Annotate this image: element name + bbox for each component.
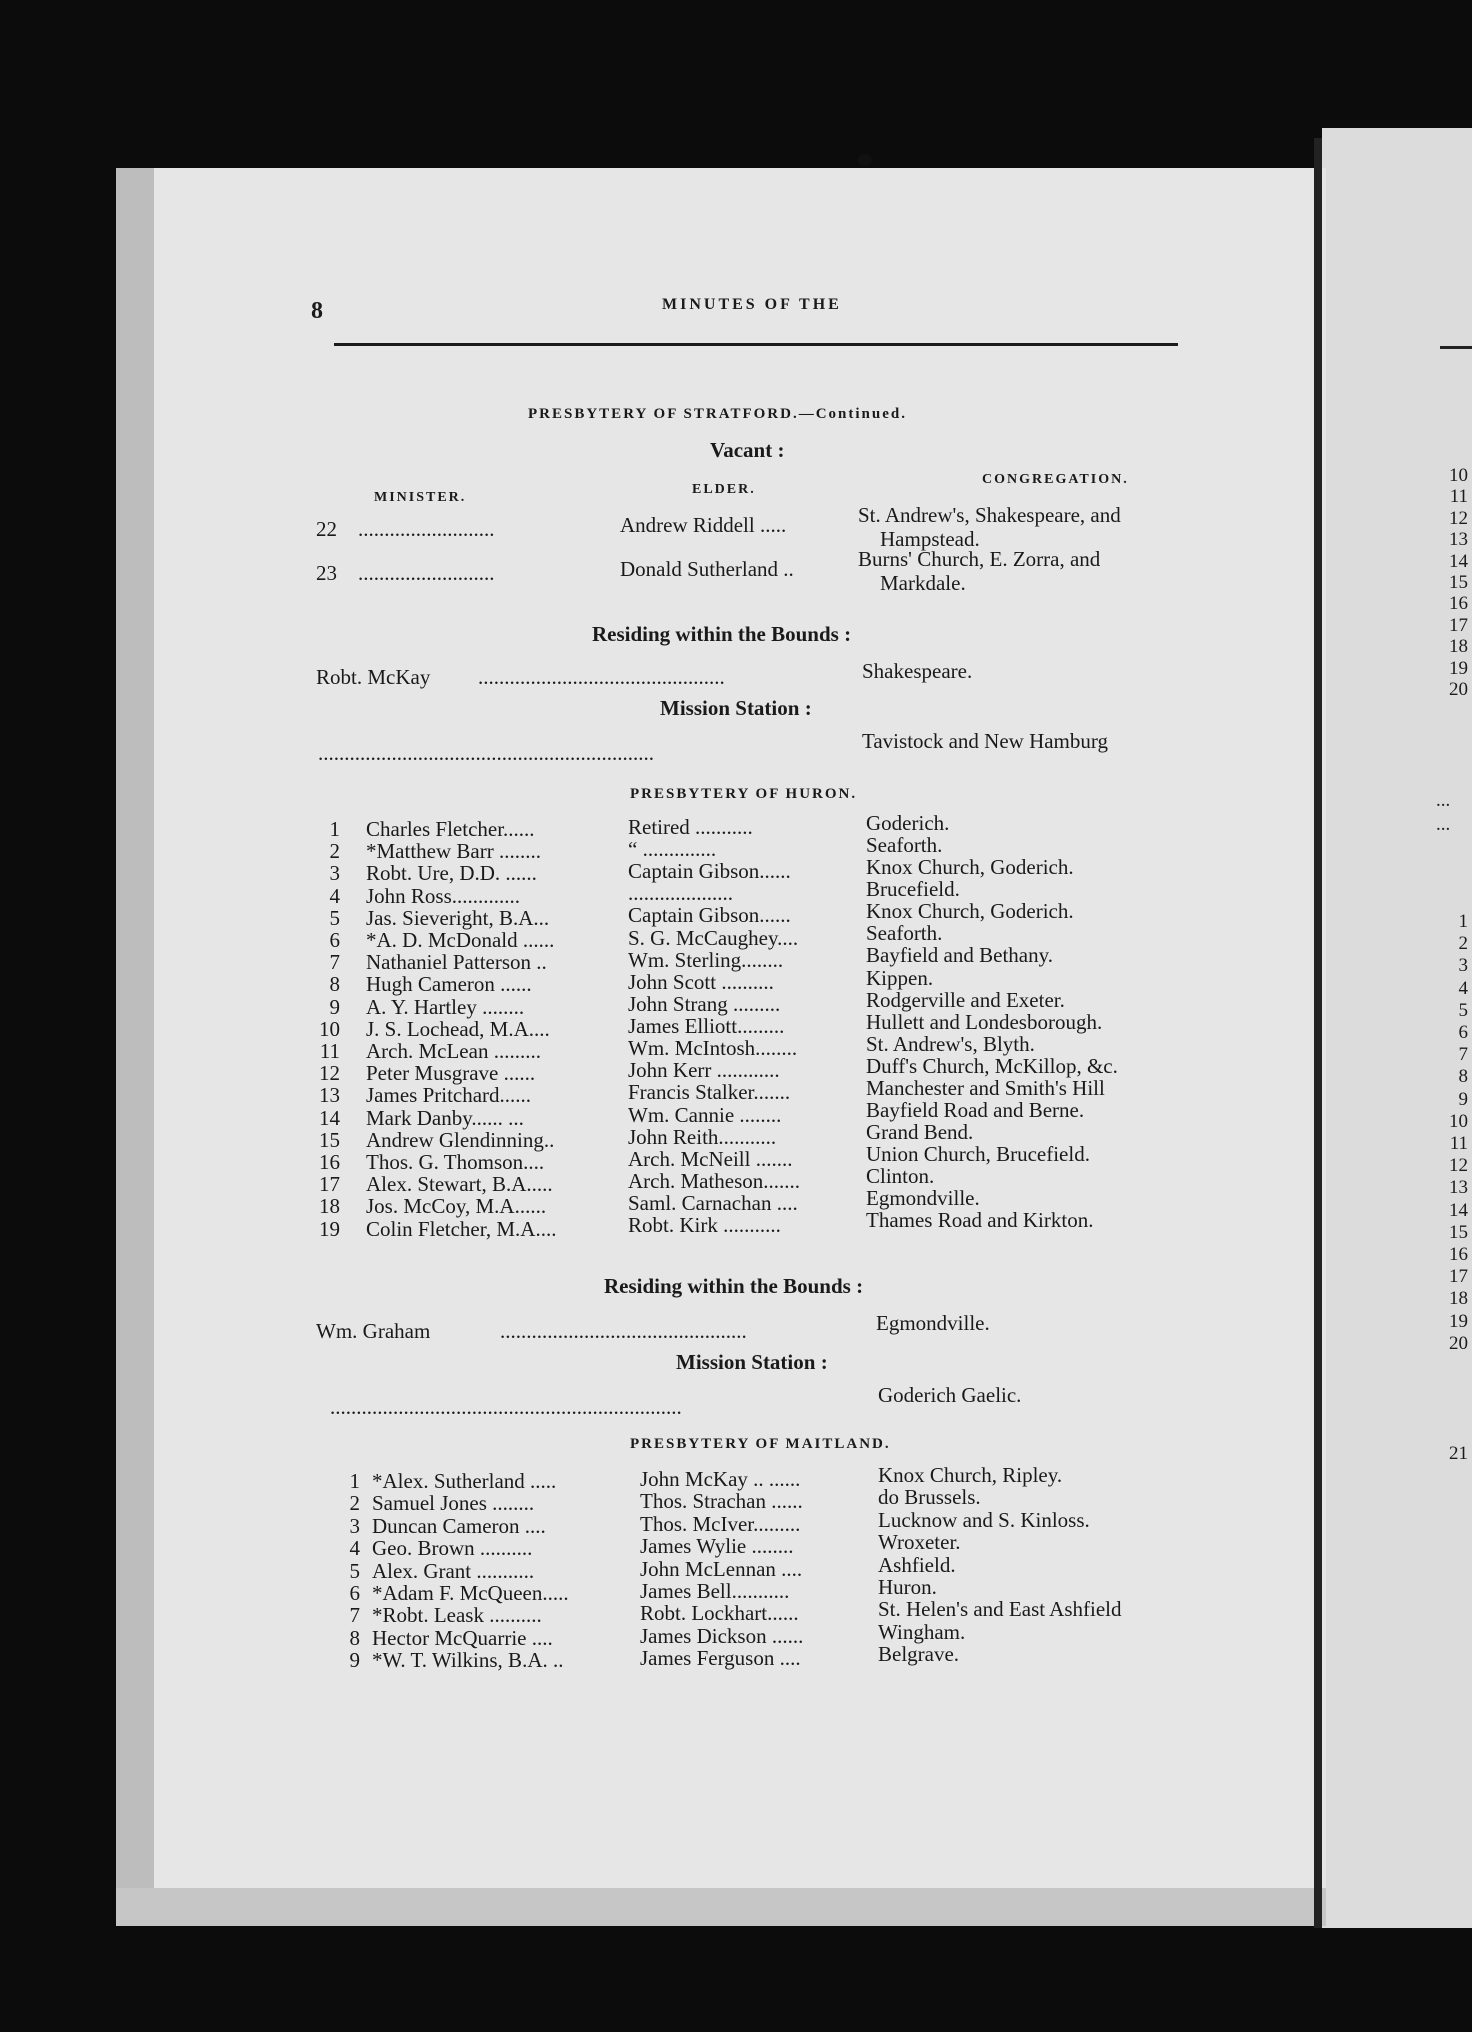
facing-line-number: 1 <box>1458 911 1468 932</box>
entry-number: 5 <box>329 905 340 930</box>
minister-name: *Alex. Sutherland ..... <box>372 1469 557 1493</box>
col-minister: MINISTER. <box>374 490 467 505</box>
congregation: do Brussels. <box>878 1485 981 1510</box>
elder-name: James Ferguson .... <box>640 1646 801 1671</box>
page-number: 8 <box>311 298 323 324</box>
entry-number: 17 <box>319 1172 340 1197</box>
entry-number: 16 <box>319 1150 340 1174</box>
elder-name: Robt. Lockhart...... <box>640 1601 799 1626</box>
huron-residing-place: Egmondville. <box>876 1311 990 1335</box>
elder-name: Robt. Kirk ........... <box>628 1213 781 1238</box>
facing-line-number: 2 <box>1458 933 1468 955</box>
congregation: Ashfield. <box>878 1552 956 1577</box>
minister-name: Arch. McLean ......... <box>366 1039 541 1063</box>
congregation: Goderich. <box>866 811 950 835</box>
col-congregation: CONGREGATION. <box>982 472 1129 487</box>
facing-line-number: 10 <box>1449 1110 1468 1132</box>
entry-number: 18 <box>319 1194 340 1219</box>
facing-leader-dots: ... <box>1436 814 1451 835</box>
congregation: Bayfield and Bethany. <box>866 943 1054 968</box>
minister-placeholder: .......................... <box>358 561 495 585</box>
entry-number: 8 <box>329 972 340 997</box>
facing-line-number: 18 <box>1449 636 1468 658</box>
entry-number: 13 <box>319 1083 340 1108</box>
stratford-residing-label: Residing within the Bounds : <box>592 622 852 646</box>
congregation: Seaforth. <box>866 921 943 946</box>
stratford-heading: PRESBYTERY OF STRATFORD.—Continued. <box>528 406 907 422</box>
congregation: Thames Road and Kirkton. <box>866 1208 1094 1233</box>
facing-line-number: 18 <box>1449 1288 1468 1310</box>
elder-name: James Elliott......... <box>628 1014 785 1039</box>
entry-number: 22 <box>316 517 337 541</box>
facing-line-number: 12 <box>1449 1155 1468 1177</box>
minister-name: J. S. Lochead, M.A.... <box>366 1016 550 1041</box>
facing-line-number: 13 <box>1449 529 1468 551</box>
entry-number: 11 <box>319 1039 340 1063</box>
huron-residing-dots: ............................................... <box>500 1319 747 1343</box>
facing-line-number: 19 <box>1449 657 1468 679</box>
huron-mission-dots: ................................................................... <box>330 1395 682 1419</box>
congregation: Lucknow and S. Kinloss. <box>878 1507 1090 1532</box>
vacant-label: Vacant : <box>710 438 785 462</box>
residing-name: Robt. McKay <box>316 665 431 689</box>
minister-name: Alex. Stewart, B.A..... <box>366 1172 553 1197</box>
entry-number: 7 <box>329 950 340 975</box>
minister-name: Jos. McCoy, M.A...... <box>366 1194 547 1219</box>
facing-line-number: 16 <box>1449 593 1468 615</box>
entry-number: 1 <box>349 1469 360 1493</box>
congregation: Grand Bend. <box>866 1120 974 1145</box>
minister-name: Samuel Jones ........ <box>372 1491 535 1516</box>
minister-placeholder: .......................... <box>358 517 495 541</box>
elder-name: John Kerr ............ <box>628 1058 780 1083</box>
elder-name: Captain Gibson...... <box>628 859 791 884</box>
facing-line-number: 3 <box>1458 955 1468 977</box>
minister-name: Andrew Glendinning.. <box>366 1127 555 1152</box>
huron-heading: PRESBYTERY OF HURON. <box>630 786 858 802</box>
entry-number: 4 <box>349 1536 360 1561</box>
elder-name: Saml. Carnachan .... <box>628 1191 798 1216</box>
entry-number: 4 <box>329 883 340 908</box>
facing-line-number: 11 <box>1449 1133 1468 1154</box>
minister-name: Peter Musgrave ...... <box>366 1061 536 1086</box>
entry-number: 9 <box>329 994 340 1019</box>
minister-name: Jas. Sieveright, B.A... <box>366 905 550 930</box>
entry-number: 23 <box>316 561 337 585</box>
binding-hole <box>858 154 872 166</box>
elder-name: John McLennan .... <box>640 1556 803 1581</box>
facing-line-number: 4 <box>1458 977 1468 999</box>
congregation: Huron. <box>878 1575 937 1599</box>
elder-name: Captain Gibson...... <box>628 903 791 928</box>
congregation: Egmondville. <box>866 1186 980 1211</box>
facing-page-rule <box>1440 346 1472 349</box>
huron-residing-name: Wm. Graham <box>316 1319 431 1343</box>
minister-name: *A. D. McDonald ...... <box>366 928 555 952</box>
entry-number: 14 <box>319 1105 340 1130</box>
facing-line-number: 8 <box>1458 1066 1468 1088</box>
minister-name: Thos. G. Thomson.... <box>366 1150 545 1174</box>
mission-dots: ................................................................ <box>318 741 654 765</box>
elder-name: Francis Stalker....... <box>628 1080 791 1105</box>
elder-name: Retired ........... <box>628 815 753 839</box>
elder-name: John McKay .. ...... <box>640 1467 801 1491</box>
minister-name: Alex. Grant ........... <box>372 1558 535 1583</box>
entry-number: 15 <box>319 1127 340 1152</box>
facing-line-number: 14 <box>1449 1199 1468 1221</box>
facing-leader-dots: ... <box>1436 790 1451 811</box>
minister-name: Hector McQuarrie .... <box>372 1625 553 1650</box>
congregation: Rodgerville and Exeter. <box>866 987 1065 1012</box>
congregation: Knox Church, Ripley. <box>878 1463 1063 1487</box>
elder-name: Arch. McNeill ....... <box>628 1146 793 1171</box>
congregation: Seaforth. <box>866 833 943 858</box>
facing-line-number: 17 <box>1449 614 1468 636</box>
huron-residing-label: Residing within the Bounds : <box>604 1274 864 1298</box>
minister-name: Colin Fletcher, M.A.... <box>366 1216 557 1241</box>
congregation: Belgrave. <box>878 1642 960 1667</box>
minister-name: Robt. Ure, D.D. ...... <box>366 861 537 886</box>
minister-name: Nathaniel Patterson .. <box>366 950 547 975</box>
entry-number: 2 <box>349 1491 360 1516</box>
congregation: Clinton. <box>866 1164 935 1189</box>
elder-name: Wm. Cannie ........ <box>628 1102 782 1127</box>
running-head: MINUTES OF THE <box>662 296 842 313</box>
elder-name: James Bell........... <box>640 1579 790 1603</box>
facing-line-number: 19 <box>1449 1310 1468 1332</box>
congregation: Union Church, Brucefield. <box>866 1142 1090 1167</box>
elder-name: Thos. McIver......... <box>640 1511 801 1536</box>
mission-place: Tavistock and New Hamburg <box>862 729 1109 753</box>
facing-line-number: 11 <box>1449 486 1468 508</box>
entry-number: 10 <box>319 1016 340 1041</box>
elder-name: Wm. Sterling........ <box>628 947 784 972</box>
congregation: Knox Church, Goderich. <box>866 855 1074 880</box>
entry-number: 6 <box>329 928 340 952</box>
maitland-heading: PRESBYTERY OF MAITLAND. <box>630 1436 891 1452</box>
facing-line-number: 21 <box>1449 1443 1468 1464</box>
congregation: Hullett and Londesborough. <box>866 1009 1103 1034</box>
residing-place: Shakespeare. <box>862 659 973 683</box>
entry-number: 3 <box>329 861 340 886</box>
congregation: Duff's Church, McKillop, &c. <box>866 1053 1118 1078</box>
entry-number: 9 <box>349 1648 360 1673</box>
header-rule <box>334 343 1178 346</box>
elder-name: Arch. Matheson....... <box>628 1168 801 1193</box>
entry-number: 3 <box>349 1513 360 1538</box>
entry-number: 1 <box>329 817 340 841</box>
congregation-cont: Markdale. <box>880 571 966 595</box>
facing-line-number: 13 <box>1449 1177 1468 1199</box>
congregation: St. Helen's and East Ashfield <box>878 1597 1122 1622</box>
elder-name: John Reith........... <box>628 1124 777 1149</box>
minister-name: John Ross............. <box>366 883 521 908</box>
stratford-mission-label: Mission Station : <box>660 696 812 720</box>
huron-mission-place: Goderich Gaelic. <box>878 1383 1022 1407</box>
residing-dots: ............................................... <box>478 665 725 689</box>
facing-line-number: 14 <box>1449 550 1468 572</box>
page-bottom-edge <box>116 1888 1326 1926</box>
minister-name: Geo. Brown .......... <box>372 1536 533 1561</box>
minister-name: Hugh Cameron ...... <box>366 972 532 997</box>
facing-line-number: 15 <box>1449 1221 1468 1243</box>
facing-line-number: 10 <box>1449 465 1468 486</box>
congregation: Manchester and Smith's Hill <box>866 1075 1105 1100</box>
col-elder: ELDER. <box>692 482 756 497</box>
elder-name: Thos. Strachan ...... <box>640 1489 803 1514</box>
facing-line-number: 16 <box>1449 1244 1468 1265</box>
minister-name: Duncan Cameron .... <box>372 1513 546 1538</box>
elder-name: James Wylie ........ <box>640 1534 794 1559</box>
congregation: St. Andrew's, Blyth. <box>866 1031 1035 1056</box>
congregation-cont: Hampstead. <box>880 527 980 551</box>
book-gutter <box>1314 138 1322 1928</box>
facing-line-number: 7 <box>1458 1044 1468 1066</box>
minister-name: Mark Danby...... ... <box>366 1105 524 1130</box>
minister-name: James Pritchard...... <box>366 1083 532 1108</box>
elder-name: Andrew Riddell ..... <box>620 513 787 537</box>
facing-line-number: 5 <box>1458 999 1468 1021</box>
minister-name: *Matthew Barr ........ <box>366 839 541 864</box>
minister-name: *Robt. Leask .......... <box>372 1603 542 1628</box>
elder-name: “ .............. <box>628 837 717 862</box>
minister-name: A. Y. Hartley ........ <box>366 994 525 1019</box>
minister-name: Charles Fletcher...... <box>366 817 535 841</box>
congregation: Bayfield Road and Berne. <box>866 1098 1085 1123</box>
entry-number: 6 <box>349 1581 360 1605</box>
entry-number: 8 <box>349 1625 360 1650</box>
congregation: St. Andrew's, Shakespeare, and <box>858 503 1121 527</box>
elder-name: Donald Sutherland .. <box>620 557 794 581</box>
entry-number: 19 <box>319 1216 340 1241</box>
congregation: Wroxeter. <box>878 1530 961 1555</box>
facing-line-number: 6 <box>1458 1022 1468 1043</box>
elder-name: John Scott .......... <box>628 969 774 994</box>
facing-line-number: 12 <box>1449 507 1468 529</box>
elder-name: .................... <box>628 881 733 906</box>
minister-name: *W. T. Wilkins, B.A. .. <box>372 1648 564 1673</box>
congregation: Kippen. <box>866 965 934 990</box>
elder-name: James Dickson ...... <box>640 1623 804 1648</box>
entry-number: 12 <box>319 1061 340 1086</box>
facing-line-number: 20 <box>1449 679 1468 700</box>
entry-number: 5 <box>349 1558 360 1583</box>
congregation: Knox Church, Goderich. <box>866 899 1074 924</box>
elder-name: Wm. McIntosh........ <box>628 1036 798 1061</box>
facing-line-number: 9 <box>1458 1088 1468 1110</box>
page-edge-shadow <box>116 168 154 1926</box>
congregation: Brucefield. <box>866 877 960 902</box>
huron-mission-label: Mission Station : <box>676 1350 828 1374</box>
entry-number: 2 <box>329 839 340 864</box>
elder-name: S. G. McCaughey.... <box>628 925 799 950</box>
entry-number: 7 <box>349 1603 360 1628</box>
congregation: Burns' Church, E. Zorra, and <box>858 547 1101 571</box>
facing-line-number: 20 <box>1449 1332 1468 1354</box>
congregation: Wingham. <box>878 1619 966 1644</box>
facing-line-number: 15 <box>1449 572 1468 593</box>
facing-line-number: 17 <box>1449 1266 1468 1288</box>
elder-name: John Strang ......... <box>628 991 781 1016</box>
minister-name: *Adam F. McQueen..... <box>372 1581 569 1605</box>
